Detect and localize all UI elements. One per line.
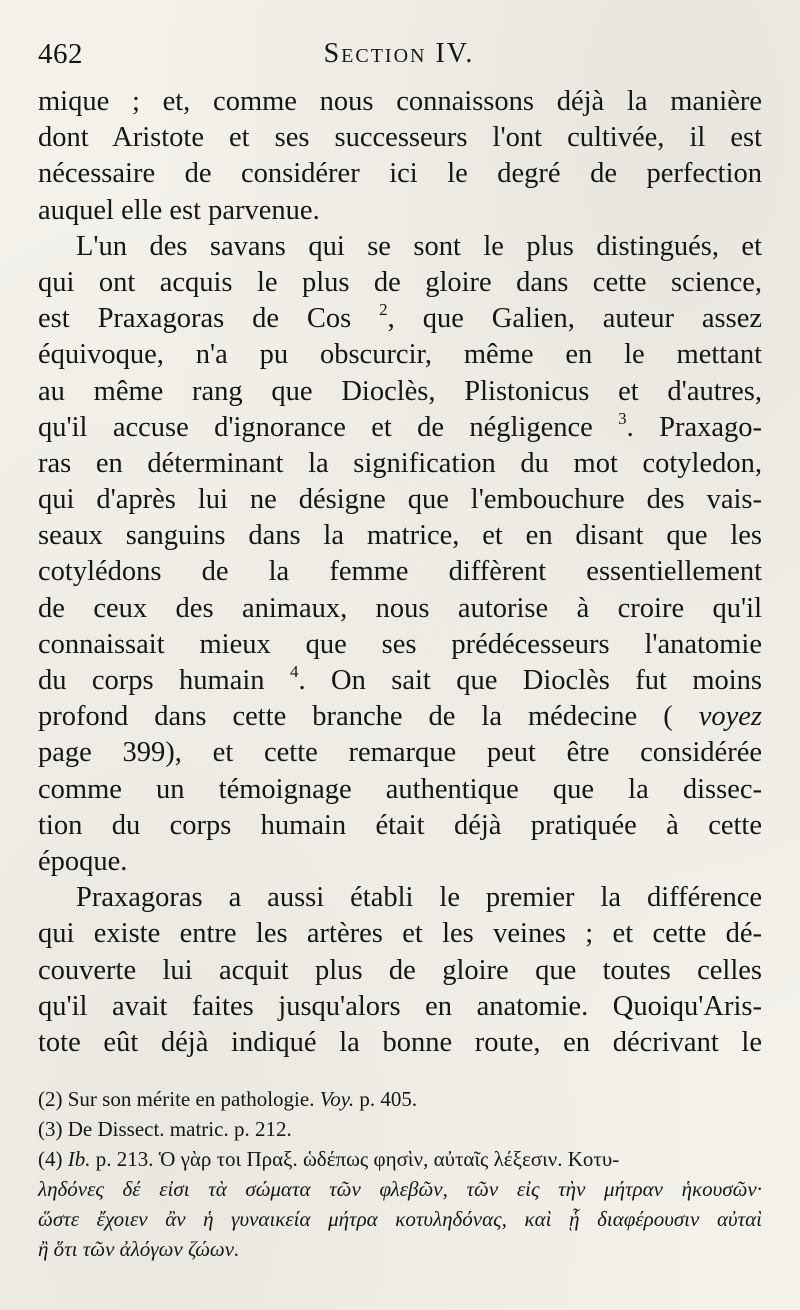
footnote-greek-line: ἢ ὅτι τῶν ἀλόγων ζώων. (38, 1237, 240, 1261)
text-line: mique ; et, comme nous connaissons déjà la manière (38, 86, 762, 117)
text-line: qui d'après lui ne désigne que l'embouchure des vais- (38, 484, 762, 516)
text-line: époque. (38, 845, 128, 877)
footnote-italic: Ib. (67, 1147, 91, 1171)
text-fragment: qu'il accuse d'ignorance et de négligence (38, 411, 593, 443)
text-fragment: . On sait que Dioclès fut moins (298, 665, 763, 696)
footnotes (38, 1084, 762, 1264)
text-line (38, 410, 762, 446)
body-text (38, 84, 762, 1061)
text-line: nécessaire de considérer ici le degré de perfection (38, 158, 762, 190)
footnote-text: p. 405. (359, 1087, 418, 1111)
running-head: Section IV. (323, 38, 475, 69)
footnote-3 (38, 1114, 762, 1144)
text-line: Praxagoras a aussi établi le premier la différence (76, 882, 762, 914)
text-line: page 399), et cette remarque peut être considérée (38, 737, 762, 769)
footnote-mark: (4) (38, 1147, 63, 1171)
text-line (38, 301, 762, 337)
text-line: cotylédons de la femme diffèrent essentiellement (38, 556, 762, 588)
footnote-ref: 2 (379, 300, 388, 320)
text-fragment: est Praxagoras de Cos (38, 303, 352, 335)
footnote-greek-line: ὥστε ἔχοιεν ἂν ἡ γυναικεία μήτρα κοτυληδόνας, καὶ ᾗ διαφέρουσιν αὐταὶ (38, 1207, 762, 1231)
footnote-greek-line: ληδόνες δέ εἰσι τὰ σώματα τῶν φλεβῶν, τῶν εἰς τὴν μήτραν ἡκουσῶν· (38, 1177, 762, 1201)
footnote-mark: (3) (38, 1117, 63, 1141)
text-fragment: profond dans cette branche de la médecine ( (38, 701, 673, 733)
footnote-ref: 4 (289, 662, 299, 681)
footnote-mark: (2) (38, 1087, 63, 1111)
footnote-ref: 3 (618, 408, 627, 428)
text-line (38, 699, 762, 735)
text-line: tion du corps humain était déjà pratiquée à cette (38, 809, 762, 841)
text-line: de ceux des animaux, nous autorise à croire qu'il (38, 592, 762, 624)
text-line (38, 663, 762, 699)
page-header (38, 38, 760, 78)
footnote-2 (38, 1084, 762, 1114)
footnote-text: p. 213. Ὁ γὰρ τοι Πραξ. ὡδέπως φησὶν, αὐταῖς λέξεσιν. Κοτυ- (95, 1147, 620, 1171)
footnote-4 (38, 1144, 762, 1174)
page-number: 462 (38, 38, 83, 70)
text-line: qui ont acquis le plus de gloire dans cette science, (38, 266, 762, 298)
text-fragment: . Praxago- (626, 411, 763, 443)
text-line: dont Aristote et ses successeurs l'ont cultivée, il est (38, 122, 762, 154)
text-line: connaissait mieux que ses prédécesseurs l'anatomie (38, 628, 762, 660)
text-line: qu'il avait faites jusqu'alors en anatomie. Quoiqu'Aris- (38, 990, 762, 1022)
text-line: tote eût déjà indiqué la bonne route, en décrivant le (38, 1026, 762, 1058)
footnote-italic: Voy. (319, 1087, 355, 1111)
footnote-text: De Dissect. matric. p. 212. (67, 1117, 292, 1141)
text-line: au même rang que Dioclès, Plistonicus et d'autres, (38, 375, 762, 407)
text-line: auquel elle est parvenue. (38, 194, 320, 226)
text-line: ras en déterminant la signification du mot cotyledon, (38, 447, 762, 479)
text-line: seaux sanguins dans la matrice, et en disant que les (38, 520, 762, 552)
text-line: L'un des savans qui se sont le plus distingués, et (76, 230, 762, 262)
footnote-text: Sur son mérite en pathologie. (67, 1087, 315, 1111)
text-line: couverte lui acquit plus de gloire que toutes celles (38, 954, 762, 986)
text-line: qui existe entre les artères et les veines ; et cette dé- (38, 918, 762, 950)
italic-word: voyez (698, 701, 762, 733)
text-line: équivoque, n'a pu obscurcir, même en le mettant (38, 339, 762, 371)
text-fragment: du corps humain (38, 665, 265, 696)
text-line: comme un témoignage authentique que la dissec- (38, 773, 762, 805)
text-fragment: , que Galien, auteur assez (387, 303, 762, 335)
